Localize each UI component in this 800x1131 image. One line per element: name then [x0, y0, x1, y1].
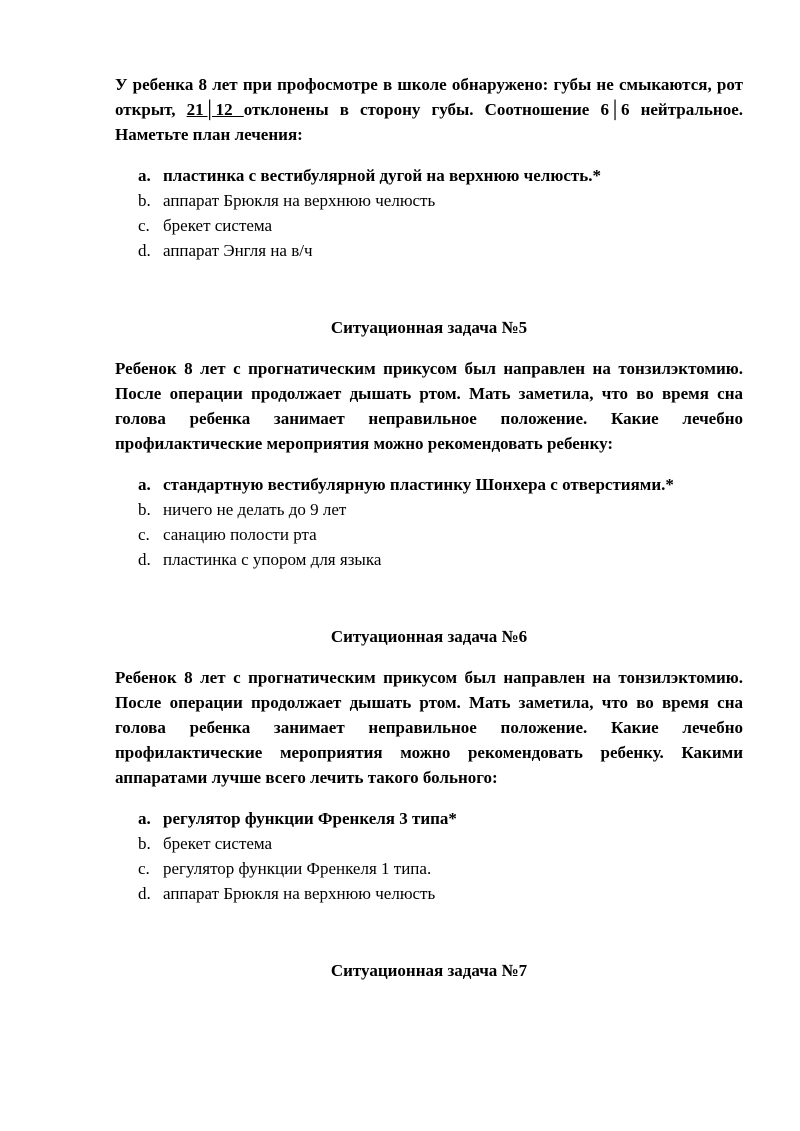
option-text: аппарат Брюкля на верхнюю челюсть: [163, 884, 436, 903]
option-text: регулятор функции Френкеля 3 типа*: [163, 809, 457, 828]
task5-options: [115, 472, 743, 572]
option-text: санацию полости рта: [163, 525, 317, 544]
task5-option-a: [115, 472, 743, 497]
option-text: аппарат Брюкля на верхнюю челюсть: [163, 191, 436, 210]
task4-question: [115, 72, 743, 147]
task4-options: [115, 163, 743, 263]
option-letter: a.: [138, 475, 151, 494]
option-text: брекет система: [163, 834, 273, 853]
option-letter: a.: [138, 166, 151, 185]
task6-option-c: [115, 856, 743, 881]
option-letter: a.: [138, 809, 151, 828]
option-letter: d.: [138, 241, 151, 260]
task5-option-b: [115, 497, 743, 522]
task5-option-d: [115, 547, 743, 572]
task6-option-b: [115, 831, 743, 856]
option-letter: d.: [138, 550, 151, 569]
task6-question: Ребенок 8 лет с прогнатическим прикусом был направлен на тонзилэктомию. После операции продолжает дышать ртом. Мать заметила, что во время сна голова ребенка занимает неправильное положение. Какие лечебно профилактические мероприятия можно рекомендовать ребенку. Какими аппаратами лучше всего лечить такого больного:: [115, 668, 743, 787]
option-letter: c.: [138, 859, 150, 878]
task6-title: Ситуационная задача №6: [330, 627, 528, 646]
task4-option-b: [115, 188, 743, 213]
option-text: пластинка с вестибулярной дугой на верхнюю челюсть.*: [163, 166, 601, 185]
task7-title: Ситуационная задача №7: [330, 961, 528, 980]
task5-title: Ситуационная задача №5: [330, 318, 528, 337]
task4-question-part2: отклонены в сторону губы. Соотношение 6│6 нейтральное. Наметьте план лечения:: [115, 100, 743, 144]
option-letter: b.: [138, 500, 151, 519]
document-page: [115, 72, 743, 983]
option-text: стандартную вестибулярную пластинку Шонхера с отверстиями.*: [163, 475, 674, 494]
option-text: регулятор функции Френкеля 1 типа.: [163, 859, 432, 878]
task4-question-part1: У ребенка 8 лет при профосмотре в школе обнаружено: губы не смыкаются, рот открыт,: [115, 75, 743, 119]
option-text: аппарат Энгля на в/ч: [163, 241, 313, 260]
option-letter: d.: [138, 884, 151, 903]
task6-options: [115, 806, 743, 906]
option-letter: c.: [138, 525, 150, 544]
task4-option-d: [115, 238, 743, 263]
task5-question: Ребенок 8 лет с прогнатическим прикусом был направлен на тонзилэктомию. После операции продолжает дышать ртом. Мать заметила, что во время сна голова ребенка занимает неправильное положение. Какие лечебно профилактические мероприятия можно рекомендовать ребенку:: [115, 359, 743, 453]
option-letter: c.: [138, 216, 150, 235]
option-letter: b.: [138, 191, 151, 210]
option-text: пластинка с упором для языка: [163, 550, 382, 569]
task4-option-c: [115, 213, 743, 238]
task4-option-a: [115, 163, 743, 188]
option-text: брекет система: [163, 216, 273, 235]
task4-question-teeth-underlined: 21│12: [186, 100, 244, 119]
task5-option-c: [115, 522, 743, 547]
task6-option-a: [115, 806, 743, 831]
task6-option-d: [115, 881, 743, 906]
option-text: ничего не делать до 9 лет: [163, 500, 347, 519]
option-letter: b.: [138, 834, 151, 853]
